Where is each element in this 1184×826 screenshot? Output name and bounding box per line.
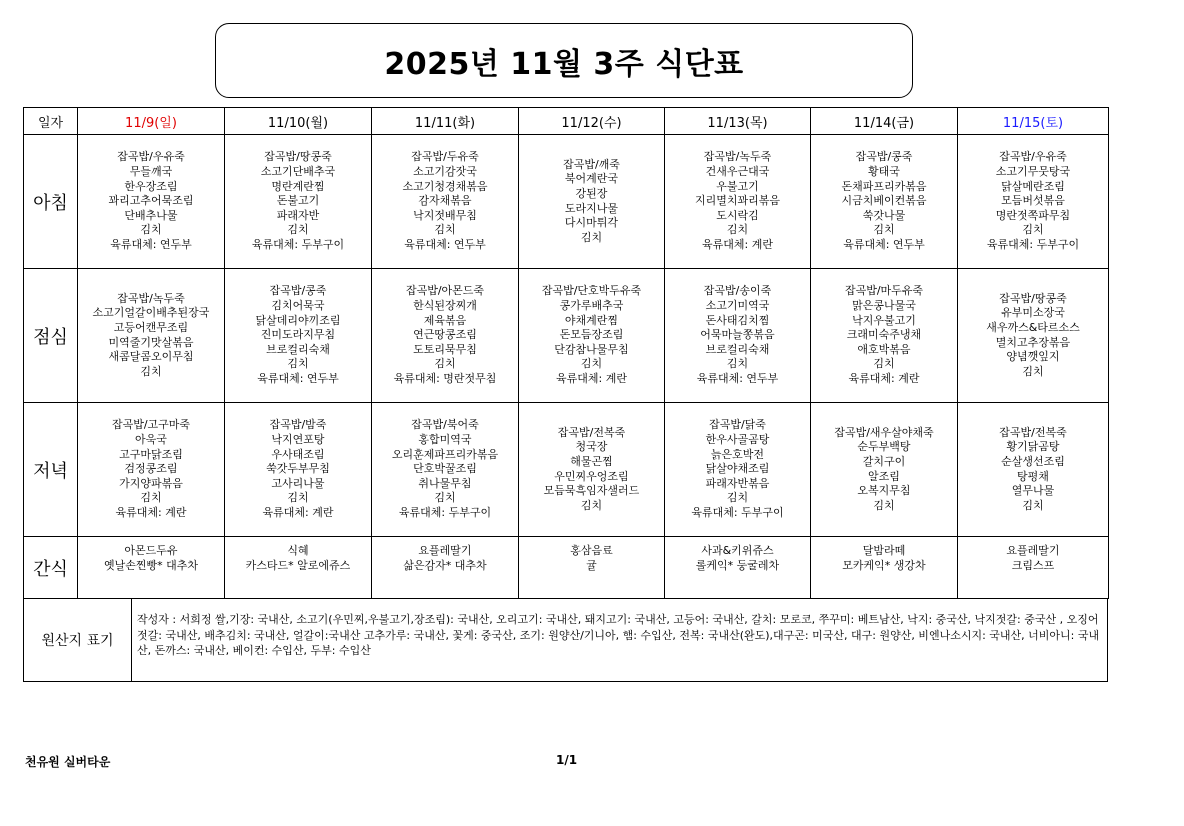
menu-item: 낙지우불고기: [852, 313, 916, 327]
menu-item: 육류대체: 연두부: [257, 371, 339, 385]
menu-cell: [372, 269, 519, 403]
menu-item: 지리멸치꽈리볶음: [694, 194, 780, 208]
menu-item: 오리훈제파프리카볶음: [391, 447, 499, 461]
menu-cell: [958, 403, 1109, 537]
day-header: 11/10(월): [225, 108, 372, 135]
menu-item: 소고기단배추국: [260, 165, 336, 179]
menu-item: 고구마닭조림: [119, 447, 183, 461]
meal-row: [24, 269, 1109, 403]
menu-item: 소고기감잣국: [413, 165, 477, 179]
menu-item: 황기닭곰탕: [1006, 440, 1060, 454]
menu-item: 북어계란국: [564, 172, 619, 186]
menu-item: 돈사태김치찜: [705, 313, 770, 327]
menu-item: 도시락김: [716, 208, 759, 222]
menu-item: 잡곡밥/우유죽: [999, 150, 1067, 164]
menu-cell: [372, 135, 519, 269]
menu-item: 육류대체: 연두부: [110, 237, 192, 251]
menu-cell: [78, 269, 225, 403]
menu-item: 명란젓쪽파무침: [995, 208, 1071, 222]
menu-item: 잡곡밥/고구마죽: [111, 418, 191, 432]
menu-item: 옛날손찐빵* 대추차: [103, 558, 198, 572]
menu-item: 단호박꿀조림: [413, 462, 477, 476]
menu-item: 김치: [287, 491, 309, 505]
menu-item: 육류대체: 계란: [848, 371, 920, 385]
origin-label: 원산지 표기: [24, 599, 132, 681]
menu-item: 브로컬리숙채: [705, 342, 770, 356]
menu-item: 김치: [873, 357, 895, 371]
menu-item: 닭살메란조림: [1001, 179, 1065, 193]
menu-item: 김치: [140, 491, 162, 505]
menu-item: 육류대체: 계란: [115, 505, 187, 519]
menu-item: 아몬드두유: [124, 544, 178, 557]
menu-item: 야채계란찜: [564, 313, 619, 327]
menu-item: 도라지나물: [564, 201, 619, 215]
menu-item: 연근땅콩조림: [413, 328, 477, 342]
menu-item: 김치: [873, 498, 895, 512]
menu-cell: [811, 135, 958, 269]
menu-item: 육류대체: 연두부: [843, 237, 925, 251]
menu-item: 돈모듬장조림: [559, 328, 624, 342]
menu-item: 알조림: [868, 469, 900, 483]
menu-item: 김치: [580, 357, 603, 371]
menu-cell: [958, 269, 1109, 403]
menu-cell: [78, 135, 225, 269]
menu-item: 유부미소장국: [1001, 306, 1065, 320]
menu-item: 고사리나물: [271, 476, 325, 490]
menu-item: 명란계란찜: [271, 179, 325, 193]
menu-item: 김치: [434, 357, 456, 371]
menu-item: 육류대체: 연두부: [696, 371, 779, 385]
menu-item: 김치: [434, 223, 456, 237]
menu-item: 사과&키위쥬스: [701, 544, 774, 557]
meal-label: 아침: [24, 135, 78, 269]
menu-item: 잡곡밥/콩죽: [855, 150, 913, 164]
menu-item: 한우장조림: [124, 179, 178, 193]
menu-item: 모듬묵흑임자샐러드: [543, 484, 640, 498]
menu-item: 맑은콩나물국: [852, 299, 916, 313]
menu-cell: [372, 403, 519, 537]
menu-item: 육류대체: 두부구이: [986, 237, 1080, 251]
origin-section: [23, 599, 1108, 682]
menu-item: 쑥갓두부무침: [266, 462, 330, 476]
menu-item: 잡곡밥/콩죽: [269, 284, 327, 298]
menu-item: 김치: [726, 357, 749, 371]
menu-item: 새콤달콤오이무침: [108, 350, 194, 364]
page-title: 2025년 11월 3주 식단표: [384, 46, 744, 82]
menu-item: 애호박볶음: [857, 342, 911, 356]
menu-item: 김치: [726, 223, 749, 237]
menu-item: 요플레딸기: [418, 544, 472, 557]
menu-item: 잡곡밥/전복죽: [999, 425, 1067, 439]
menu-item: 강된장: [575, 186, 608, 200]
menu-item: 해물곤찜: [570, 454, 613, 468]
menu-cell: [665, 269, 811, 403]
menu-item: 다시마튀각: [564, 216, 619, 230]
day-header: 11/15(토): [958, 108, 1109, 135]
meal-row: [24, 403, 1109, 537]
menu-item: 청국장: [575, 440, 608, 454]
menu-item: 파래자반볶음: [705, 476, 770, 490]
menu-cell: [78, 403, 225, 537]
menu-cell: [225, 403, 372, 537]
day-header: 11/11(화): [372, 108, 519, 135]
menu-cell: [519, 403, 665, 537]
menu-cell: [225, 537, 372, 599]
menu-item: 육류대체: 두부구이: [691, 505, 784, 519]
menu-cell: [811, 537, 958, 599]
menu-item: 크래미숙주냉채: [846, 328, 922, 342]
menu-item: 시금치베이컨볶음: [841, 194, 927, 208]
menu-item: 잡곡밥/닭죽: [709, 418, 766, 432]
menu-item: 오복지무침: [857, 484, 911, 498]
menu-item: 삶은감자* 대추차: [403, 558, 487, 572]
menu-item: 잡곡밥/땅콩죽: [999, 291, 1067, 305]
menu-item: 모카케익* 생강차: [842, 558, 926, 572]
menu-item: 도토리묵무침: [413, 342, 477, 356]
menu-cell: [225, 269, 372, 403]
menu-item: 잡곡밥/마두유죽: [844, 284, 924, 298]
menu-item: 김치: [726, 491, 749, 505]
menu-item: 닭살데리야끼조림: [255, 313, 341, 327]
menu-item: 육류대체: 두부구이: [398, 505, 492, 519]
menu-item: 달밤라떼: [862, 544, 906, 557]
menu-item: 가지양파볶음: [119, 476, 183, 490]
menu-item: 꽈리고추어묵조림: [108, 194, 194, 208]
menu-item: 건새우근대국: [705, 165, 770, 179]
menu-item: 잡곡밥/송이죽: [703, 284, 772, 298]
menu-item: 크림스프: [1011, 558, 1055, 572]
menu-item: 황태국: [868, 165, 900, 179]
menu-item: 육류대체: 계란: [556, 371, 627, 385]
footer-page-number: 1/1: [556, 753, 578, 767]
menu-item: 낙지연포탕: [271, 433, 325, 447]
menu-item: 식혜: [287, 544, 309, 557]
menu-item: 고등어캔무조림: [113, 320, 189, 334]
menu-table: [23, 107, 1109, 599]
day-header: 11/14(금): [811, 108, 958, 135]
menu-cell: [519, 537, 665, 599]
menu-item: 홍삼음료: [570, 544, 613, 557]
menu-cell: [958, 135, 1109, 269]
menu-item: 잡곡밥/북어죽: [411, 418, 479, 432]
menu-cell: [519, 269, 665, 403]
menu-item: 잡곡밥/녹두죽: [117, 291, 185, 305]
menu-item: 김치: [287, 223, 309, 237]
menu-item: 순살생선조림: [1001, 454, 1065, 468]
menu-item: 닭살야채조림: [705, 462, 770, 476]
menu-item: 김치어묵국: [271, 299, 325, 313]
menu-item: 제육볶음: [423, 313, 467, 327]
menu-item: 감자채볶음: [418, 194, 472, 208]
menu-cell: [811, 269, 958, 403]
header-row: [24, 108, 1109, 135]
menu-item: 우사태조림: [271, 447, 325, 461]
menu-cell: [665, 403, 811, 537]
menu-cell: [225, 135, 372, 269]
menu-item: 소고기무뭇탕국: [995, 165, 1071, 179]
menu-cell: [372, 537, 519, 599]
menu-item: 김치: [140, 364, 162, 378]
menu-item: 잡곡밥/새우살야채죽: [834, 425, 934, 439]
date-header-label: 일자: [24, 108, 78, 135]
menu-item: 열무나물: [1011, 484, 1055, 498]
menu-item: 잡곡밥/밤죽: [269, 418, 327, 432]
menu-item: 아욱국: [135, 433, 167, 447]
menu-cell: [811, 403, 958, 537]
day-header: 11/9(일): [78, 108, 225, 135]
meal-label: 간식: [24, 537, 78, 599]
menu-item: 우불고기: [716, 179, 759, 193]
menu-item: 잡곡밥/전복죽: [557, 425, 626, 439]
origin-text: 작성자 : 서희정 쌀,기장: 국내산, 소고기(우민찌,우불고기,장조림): 국내산, 오리고기: 국내산, 돼지고기: 국내산, 고등어: 국내산, 갈치: 모로코, 쭈꾸미: 베트남산, 낙지: 중국산, 낙지젓갈: 중국산 , 오징어젓갈: 국내산, 배추김치: 국내산, 얼갈이:국내산 고추가루: 국내산, 꽃게: 중국산, 조기: 원양산/기니아, 햄: 수입산, 전복: 국내산(완도),대구곤: 미국산, 대구: 원양산, 비엔나소시지: 국내산, 너비아니: 국내산, 돈까스: 국내산, 베이컨: 수입산, 두부: 수입산: [137, 613, 1100, 657]
menu-item: 소고기청경채볶음: [402, 179, 488, 193]
menu-item: 탕평채: [1017, 469, 1049, 483]
menu-item: 잡곡밥/단호박두유죽: [541, 284, 642, 298]
menu-item: 모듬버섯볶음: [1001, 194, 1065, 208]
meal-row: [24, 135, 1109, 269]
menu-item: 잡곡밥/두유죽: [411, 150, 479, 164]
menu-item: 검정콩조림: [124, 462, 178, 476]
menu-item: 돈불고기: [276, 194, 320, 208]
menu-item: 홍합미역국: [418, 433, 472, 447]
menu-item: 잡곡밥/아몬드죽: [405, 284, 485, 298]
menu-item: 늙은호박전: [710, 447, 765, 461]
menu-item: 육류대체: 연두부: [404, 237, 486, 251]
menu-item: 잡곡밥/깨죽: [563, 157, 620, 171]
menu-item: 쑥갓나물: [862, 208, 906, 222]
menu-item: 카스타드* 알로에쥬스: [245, 558, 351, 572]
footer-org: 천유원 실버타운: [25, 755, 111, 769]
menu-item: 요플레딸기: [1006, 544, 1060, 557]
menu-cell: [519, 135, 665, 269]
menu-item: 브로컬리숙채: [266, 342, 330, 356]
menu-item: 우민찌우엉조림: [554, 469, 629, 483]
menu-item: 순두부백탕: [857, 440, 911, 454]
menu-item: 육류대체: 계란: [702, 237, 773, 251]
meal-row: [24, 537, 1109, 599]
menu-item: 귤: [586, 558, 597, 572]
menu-cell: [665, 135, 811, 269]
menu-item: 새우까스&타르소스: [986, 320, 1080, 334]
day-header: 11/12(수): [519, 108, 665, 135]
menu-item: 양념깻잎지: [1006, 350, 1060, 364]
menu-item: 김치: [434, 491, 456, 505]
menu-cell: [665, 537, 811, 599]
menu-item: 육류대체: 두부구이: [251, 237, 345, 251]
menu-item: 육류대체: 명란젓무침: [393, 371, 497, 385]
menu-item: 잡곡밥/땅콩죽: [264, 150, 332, 164]
menu-cell: [958, 537, 1109, 599]
menu-item: 파래자반: [276, 208, 320, 222]
menu-item: 김치: [873, 223, 895, 237]
menu-item: 김치: [1022, 498, 1044, 512]
menu-item: 진미도라지무침: [260, 328, 336, 342]
menu-item: 콩가루배추국: [559, 299, 624, 313]
menu-item: 소고기얼갈이배추된장국: [92, 306, 210, 320]
menu-item: 미역줄기맛살볶음: [108, 335, 194, 349]
menu-item: 단감참나물무침: [554, 342, 629, 356]
menu-item: 김치: [287, 357, 309, 371]
menu-item: 낙지젓배무침: [413, 208, 477, 222]
menu-item: 육류대체: 계란: [262, 505, 334, 519]
title-box: [215, 23, 913, 98]
menu-item: 어묵마늘쫑볶음: [700, 328, 775, 342]
menu-item: 김치: [580, 498, 603, 512]
menu-item: 멸치고추장볶음: [995, 335, 1071, 349]
menu-item: 소고기미역국: [705, 299, 770, 313]
menu-cell: [78, 537, 225, 599]
menu-item: 단배추나물: [124, 208, 178, 222]
menu-item: 돈채파프리카볶음: [841, 179, 927, 193]
meal-label: 점심: [24, 269, 78, 403]
menu-item: 김치: [1022, 364, 1044, 378]
menu-item: 잡곡밥/녹두죽: [703, 150, 772, 164]
menu-item: 김치: [1022, 223, 1044, 237]
menu-item: 무들깨국: [129, 165, 173, 179]
meal-label: 저녁: [24, 403, 78, 537]
menu-item: 한우사골곰탕: [705, 433, 770, 447]
menu-item: 김치: [580, 230, 603, 244]
menu-item: 김치: [140, 223, 162, 237]
menu-item: 잡곡밥/우유죽: [117, 150, 185, 164]
day-header: 11/13(목): [665, 108, 811, 135]
menu-item: 한식된장찌개: [413, 299, 477, 313]
menu-item: 갈치구이: [862, 454, 906, 468]
menu-item: 취나물무침: [418, 476, 472, 490]
menu-item: 롤케익* 둥굴레차: [695, 558, 780, 572]
